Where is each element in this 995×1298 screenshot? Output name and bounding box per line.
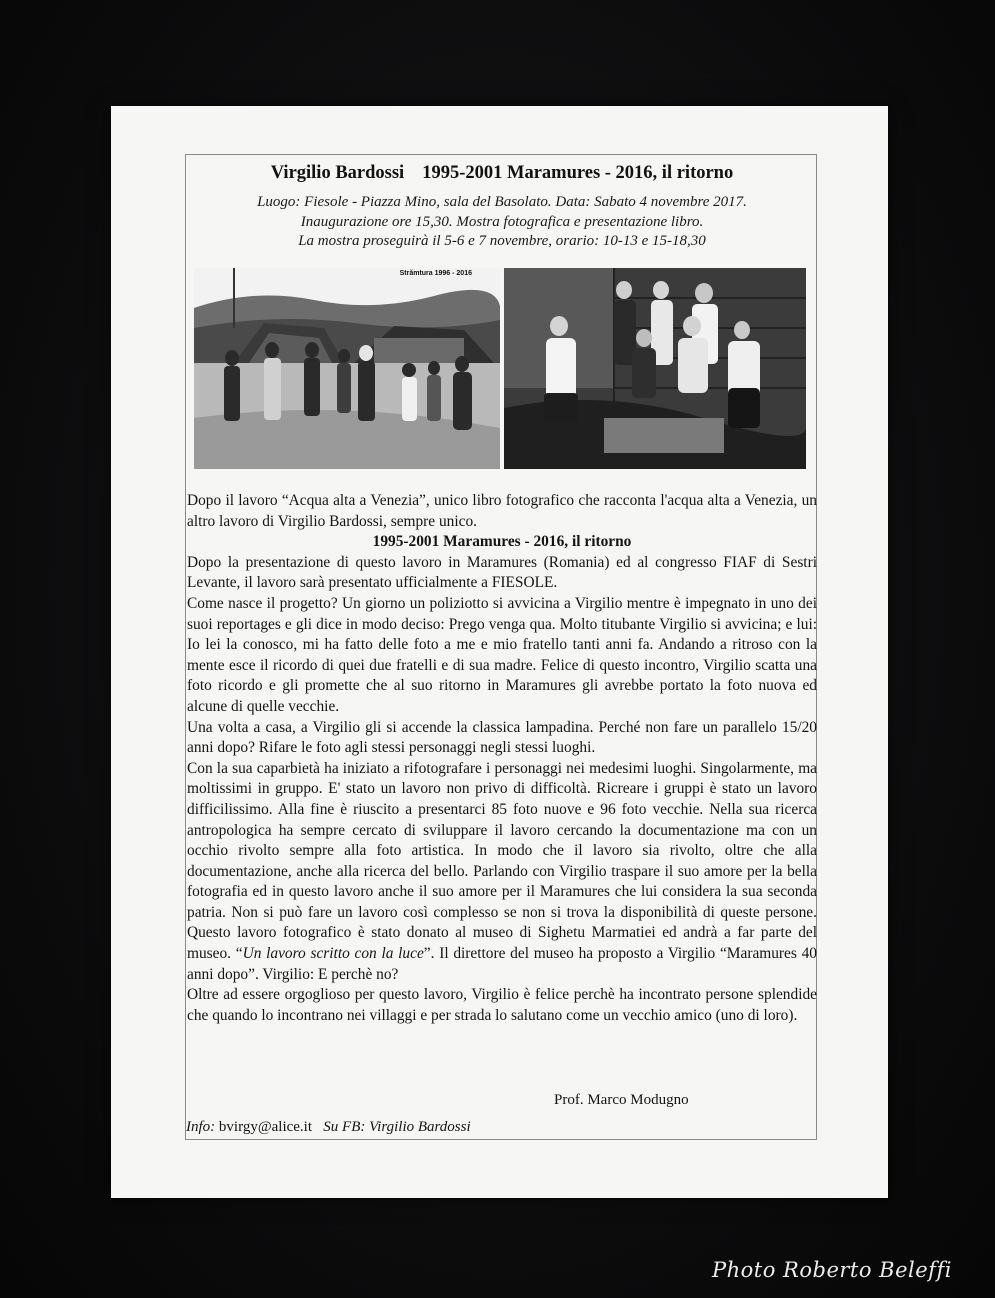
fb-label: Su FB:	[323, 1119, 366, 1135]
poster-sheet	[111, 106, 888, 1198]
exhibition-title: 1995-2001 Maramures - 2016, il ritorno	[422, 163, 734, 183]
paragraph-presentation: Dopo la presentazione di questo lavoro in Maramures (Romania) ed al congresso FIAF di Sestri Levante, il lavoro sarà presentato ufficialmente a FIESOLE.	[187, 553, 817, 592]
paragraph-idea: Una volta a casa, a Virgilio gli si accende la classica lampadina. Perché non fare un parallelo 15/20 anni dopo? Rifare le foto agli stessi personaggi negli stessi luoghi.	[187, 718, 817, 757]
village-group-photo	[194, 268, 500, 469]
poster-title	[186, 163, 818, 184]
contact-info	[186, 1119, 471, 1136]
paragraph-work-end: ”. Il direttore del museo ha proposto a Virgilio “Maramures 40 anni dopo”. Virgilio: E perchè no?	[187, 945, 817, 983]
paragraph-origin: Come nasce il progetto? Un giorno un poliziotto si avvicina a Virgilio mentre è impegnato in uno dei suoi reportages e gli dice in modo deciso: Prego venga qua. Molto titubante Virgilio si avvicina; e lui: Io lei la conosco, mi ha fatto delle foto a me e mio fratello tanti anni fa. Andando a ritroso con la mente esce il ricordo di quei due fratelli e di sua madre. Felice di questo incontro, Virgilio scatta una foto ricordo e gli promette che al suo ritorno in Maramures gli avrebbe portato la foto nuova ed alcune di quelle vecchie.	[187, 594, 817, 715]
fb-name: Virgilio Bardossi	[369, 1119, 471, 1135]
email-address: bvirgy@alice.it	[218, 1119, 313, 1135]
article-body	[187, 491, 817, 1026]
author-signature: Prof. Marco Modugno	[554, 1092, 689, 1108]
paragraph-closing: Oltre ad essere orgoglioso per questo lavoro, Virgilio è felice perchè ha incontrato persone splendide che quando lo incontrano nei villaggi e per strada lo salutano come un vecchio amico (uno di loro).	[187, 986, 817, 1024]
poster-frame	[185, 154, 817, 1140]
info-label: Info:	[186, 1119, 216, 1135]
family-portrait-photo	[504, 268, 806, 469]
venue-line: Inaugurazione ore 15,30. Mostra fotografica e presentazione libro.	[300, 213, 704, 230]
photo-pair	[194, 268, 806, 469]
venue-line: La mostra proseguirà il 5-6 e 7 novembre, orario: 10-13 e 15-18,30	[298, 233, 706, 249]
paragraph-work	[187, 759, 817, 986]
paragraph-intro: Dopo il lavoro “Acqua alta a Venezia”, unico libro fotografico che racconta l'acqua alta a Venezia, un altro lavoro di Virgilio Bardossi, sempre unico.	[187, 492, 817, 530]
photo-caption: Strămtura 1996 - 2016	[399, 270, 472, 277]
paragraph-work-text: Con la sua caparbietà ha iniziato a rifotografare i personaggi nei medesimi luoghi. Singolarmente, ma moltissimi in gruppo. E' stato un lavoro non privo di difficoltà. Ricreare i gruppi è stato un lavoro difficilissimo. Alla fine è riuscito a presentarci 85 foto nuove e 96 foto vecchie. Nella sua ricerca antropologica ha sempre cercato di sviluppare il lavoro cercando la documentazione ma con un occhio rivolto sempre alla foto artistica. In modo che il lavoro sia rivolto, oltre che alla documentazione, anche alla ricerca del bello. Parlando con Virgilio traspare il suo amore per la bella fotografia ed in questo lavoro anche il suo amore per il Maramures che lui considera la sua seconda patria. Non si può fare un lavoro così complesso se non si trova la disponibilità di queste persone. Questo lavoro fotografico è stato donato al museo di Sighetu Marmatiei ed andrà a far parte del museo. “	[187, 759, 817, 963]
venue-details	[186, 193, 818, 252]
author-name: Virgilio Bardossi	[270, 163, 405, 183]
article-subtitle: 1995-2001 Maramures - 2016, il ritorno	[372, 533, 632, 551]
photographer-watermark: Photo Roberto Beleffi	[712, 1258, 952, 1282]
quote-text: Un lavoro scritto con la luce	[242, 945, 424, 963]
venue-line: Luogo: Fiesole - Piazza Mino, sala del Basolato. Data: Sabato 4 novembre 2017.	[257, 194, 747, 210]
